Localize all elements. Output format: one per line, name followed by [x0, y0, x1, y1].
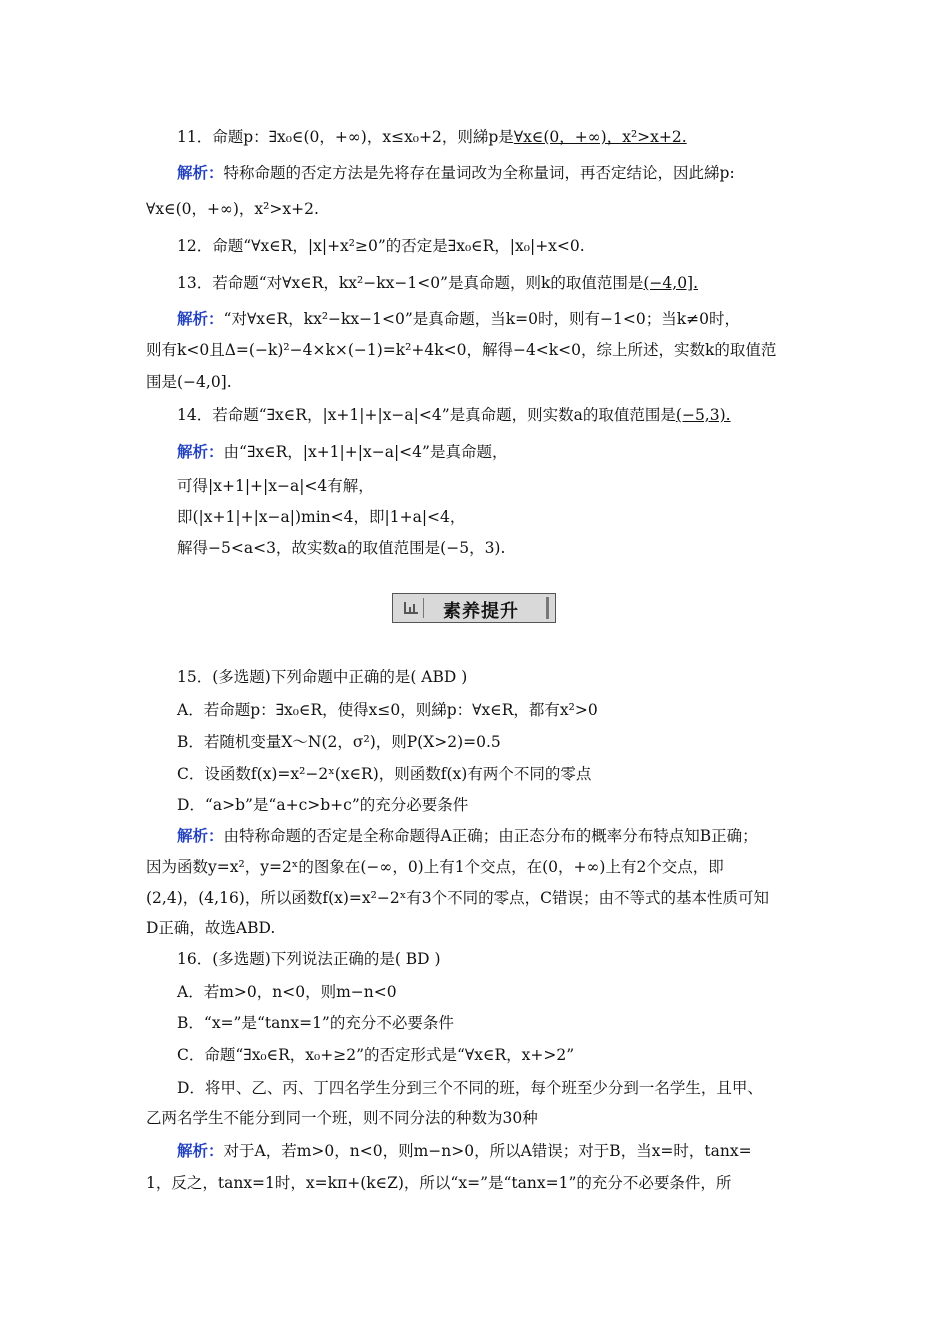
banner-edge [546, 597, 549, 619]
analysis-label: 解析： [177, 163, 224, 182]
text-line [177, 826, 810, 846]
line-text: A．若m>0，n<0，则m−n<0 [177, 983, 397, 1001]
line-text: 围是(−4,0]. [146, 373, 232, 391]
line-text: 可得|x+1|+|x−a|<4有解， [177, 477, 374, 495]
text-line [177, 1045, 810, 1065]
line-text: 则有k<0且Δ=(−k)²−4×k×(−1)=k²+4k<0，解得−4<k<0，综上所述，实数k的取值范 [146, 341, 777, 359]
text-line [177, 405, 810, 425]
text-line [177, 1013, 810, 1033]
text-line [146, 372, 810, 392]
line-text: D正确，故选ABD. [146, 919, 276, 937]
text-line [177, 236, 810, 256]
line-text: 11．命题p：∃x₀∈(0，+∞)，x≤x₀+2，则綈p是 [177, 128, 514, 146]
line-text: “对∀x∈R，kx²−kx−1<0”是真命题，当k=0时，则有−1<0；当k≠0时， [223, 310, 740, 328]
text-line [146, 340, 810, 360]
analysis-label: 解析： [177, 442, 224, 461]
text-line [177, 538, 810, 558]
answer-text: (−5,3). [675, 406, 731, 424]
text-line [177, 1078, 810, 1098]
line-text: ∀x∈(0，+∞)，x²>x+2. [146, 200, 319, 218]
line-text: B．“x=”是“tanx=1”的充分不必要条件 [177, 1014, 454, 1032]
text-line [177, 442, 810, 462]
text-line [177, 507, 810, 527]
section-banner [392, 593, 556, 623]
line-text: 因为函数y=x²，y=2ˣ的图象在(−∞，0)上有1个交点，在(0，+∞)上有2个交点，即 [146, 858, 724, 876]
line-text: 由“∃x∈R，|x+1|+|x−a|<4”是真命题， [223, 443, 508, 461]
chart-icon [401, 598, 424, 618]
analysis-label: 解析： [177, 309, 224, 328]
analysis-label: 解析： [177, 1141, 224, 1160]
text-line [146, 199, 810, 219]
text-line [146, 918, 810, 938]
line-text: B．若随机变量X～N(2，σ²)，则P(X>2)=0.5 [177, 733, 501, 751]
text-line [177, 309, 810, 329]
text-line [177, 764, 810, 784]
text-line [146, 857, 810, 877]
line-text: D．“a>b”是“a+c>b+c”的充分必要条件 [177, 796, 469, 814]
text-line [177, 982, 810, 1002]
text-line [177, 795, 810, 815]
text-line [177, 1141, 810, 1161]
line-text: 12．命题“∀x∈R，|x|+x²≥0”的否定是∃x₀∈R，|x₀|+x<0. [177, 237, 585, 255]
line-text: 乙两名学生不能分到同一个班，则不同分法的种数为30种 [146, 1109, 538, 1127]
text-line [177, 127, 810, 147]
text-line [177, 949, 810, 969]
text-line [146, 1108, 810, 1128]
line-text: D．将甲、乙、丙、丁四名学生分到三个不同的班，每个班至少分到一名学生，且甲、 [177, 1079, 763, 1097]
text-line [177, 667, 810, 687]
line-text: A．若命题p：∃x₀∈R，使得x≤0，则綈p：∀x∈R，都有x²>0 [177, 701, 598, 719]
line-text: C．命题“∃x₀∈R，x₀+≥2”的否定形式是“∀x∈R，x+>2” [177, 1046, 575, 1064]
line-text: 16．(多选题)下列说法正确的是( BD ) [177, 950, 441, 968]
line-text: (2,4)，(4,16)，所以函数f(x)=x²−2ˣ有3个不同的零点，C错误；由不等式的基本性质可知 [146, 889, 770, 907]
text-line [177, 700, 810, 720]
line-text: 对于A，若m>0，n<0，则m−n>0，所以A错误；对于B，当x=时，tanx= [223, 1142, 752, 1160]
text-line [177, 273, 810, 293]
line-text: 即(|x+1|+|x−a|)min<4，即|1+a|<4， [177, 508, 466, 526]
banner-title: 素养提升 [443, 601, 519, 622]
line-text: 14．若命题“∃x∈R，|x+1|+|x−a|<4”是真命题，则实数a的取值范围是 [177, 406, 676, 424]
line-text: 13．若命题“对∀x∈R，kx²−kx−1<0”是真命题，则k的取值范围是 [177, 274, 644, 292]
text-line [177, 163, 810, 183]
line-text: 15．(多选题)下列命题中正确的是( ABD ) [177, 668, 468, 686]
text-line [146, 1173, 810, 1193]
line-text: 解得−5<a<3，故实数a的取值范围是(−5，3). [177, 539, 506, 557]
text-line [177, 476, 810, 496]
line-text: C．设函数f(x)=x²−2ˣ(x∈R)，则函数f(x)有两个不同的零点 [177, 765, 592, 783]
line-text: 由特称命题的否定是全称命题得A正确；由正态分布的概率分布特点知B正确； [223, 827, 758, 845]
analysis-label: 解析： [177, 826, 224, 845]
text-line [177, 732, 810, 752]
answer-text: ∀x∈(0，+∞)，x²>x+2. [513, 128, 687, 146]
line-text: 1，反之，tanx=1时，x=kπ+(k∈Z)，所以“x=”是“tanx=1”的充分不必要条件，所 [146, 1174, 732, 1192]
answer-text: (−4,0]. [643, 274, 699, 292]
text-line [146, 888, 810, 908]
line-text: 特称命题的否定方法是先将存在量词改为全称量词，再否定结论，因此綈p: [223, 164, 735, 182]
